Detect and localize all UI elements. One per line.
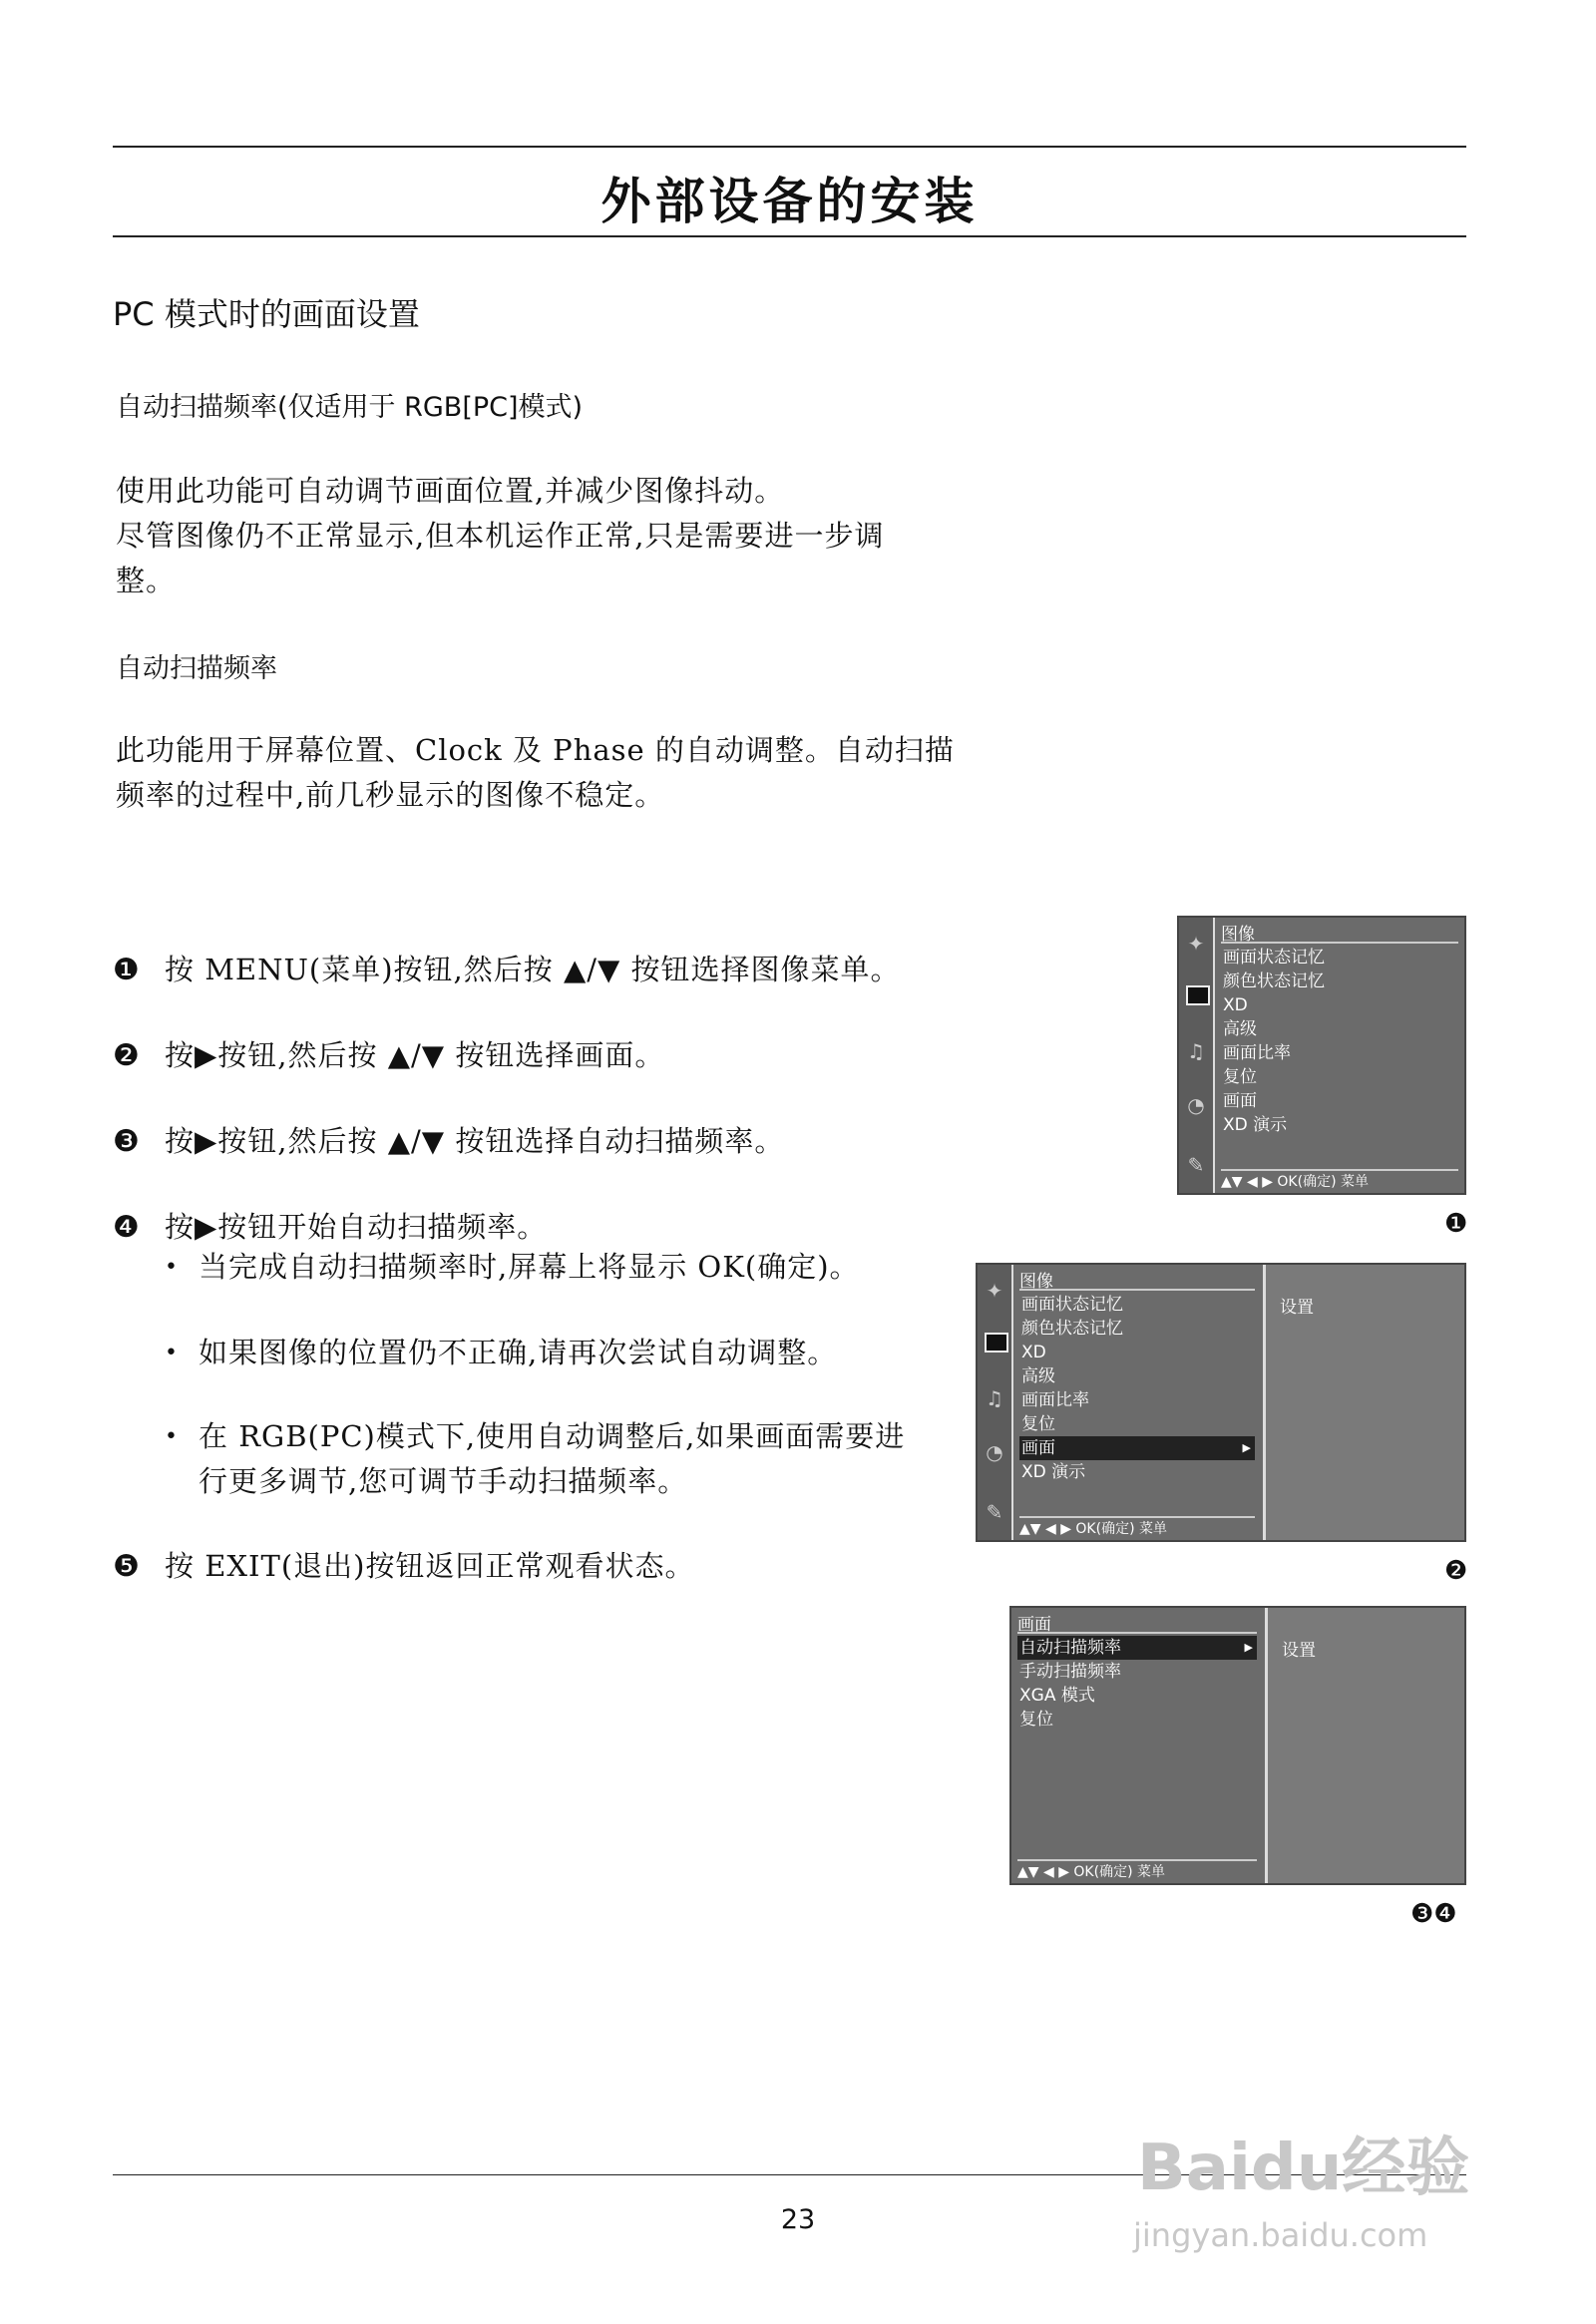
osd-menu-item: 颜色状态记忆 bbox=[1223, 971, 1325, 991]
step-4 bbox=[113, 1205, 547, 1246]
osd-menu-item: XD bbox=[1223, 995, 1248, 1015]
osd-menu-title: 图像 bbox=[1019, 1267, 1255, 1291]
osd-footer: ▲▼ ◀ ▶ OK(确定) 菜单 bbox=[1017, 1859, 1257, 1881]
osd-menu-item: 复位 bbox=[1021, 1414, 1055, 1434]
step-text: 按 MENU(菜单)按钮,然后按 ▲/▼ 按钮选择图像菜单。 bbox=[165, 953, 901, 986]
figure-marker: ❸❹ bbox=[1410, 1899, 1457, 1929]
paragraph-1-line: 尽管图像仍不正常显示,但本机运作正常,只是需要进一步调 bbox=[116, 519, 885, 553]
osd-menu bbox=[1011, 1608, 1263, 1883]
step-text: 按▶按钮,然后按 ▲/▼ 按钮选择自动扫描频率。 bbox=[165, 1124, 785, 1158]
step-3 bbox=[113, 1119, 784, 1160]
top-rule bbox=[113, 146, 1466, 148]
step-number: ❸ bbox=[113, 1124, 141, 1159]
wrench-icon: ✎ bbox=[1187, 1153, 1205, 1177]
osd-icon-rail bbox=[978, 1265, 1013, 1540]
osd-menu-item: 画面比率 bbox=[1021, 1390, 1089, 1410]
bullet-text: 如果图像的位置仍不正确,请再次尝试自动调整。 bbox=[199, 1336, 838, 1369]
speaker-icon: ♫ bbox=[1187, 1039, 1205, 1063]
osd-menu-item: 画面比率 bbox=[1223, 1043, 1291, 1063]
clock-icon: ◔ bbox=[1187, 1093, 1205, 1117]
osd-menu-item: 颜色状态记忆 bbox=[1021, 1319, 1123, 1339]
speaker-icon: ♫ bbox=[986, 1386, 1003, 1410]
step-number: ❶ bbox=[113, 953, 141, 987]
bullet-text: 在 RGB(PC)模式下,使用自动调整后,如果画面需要进 bbox=[199, 1419, 906, 1453]
osd-menu-title: 图像 bbox=[1221, 920, 1458, 944]
step-text: 按 EXIT(退出)按钮返回正常观看状态。 bbox=[165, 1549, 695, 1583]
osd-menu-list bbox=[1221, 946, 1458, 1137]
picture-icon bbox=[1186, 985, 1210, 1005]
osd-menu-item: XD bbox=[1021, 1343, 1046, 1362]
osd-menu-item: 画面 bbox=[1223, 1091, 1257, 1111]
osd-menu-item: 复位 bbox=[1019, 1710, 1053, 1730]
step-number: ❷ bbox=[113, 1038, 141, 1073]
osd-menu bbox=[1013, 1265, 1261, 1540]
picture-icon bbox=[985, 1333, 1008, 1353]
osd-menu-item: 画面状态记忆 bbox=[1021, 1295, 1123, 1315]
osd-screenshot-picture-submenu bbox=[976, 1263, 1466, 1542]
osd-submenu-panel bbox=[1265, 1608, 1464, 1883]
bullet-icon: • bbox=[165, 1424, 179, 1449]
paragraph-1-line: 使用此功能可自动调节画面位置,并减少图像抖动。 bbox=[116, 474, 785, 508]
subheading-auto-scan: 自动扫描频率 bbox=[116, 653, 277, 684]
subheading-auto-scan-rgb: 自动扫描频率(仅适用于 RGB[PC]模式) bbox=[116, 392, 584, 423]
osd-menu-title: 画面 bbox=[1017, 1610, 1257, 1634]
paragraph-2 bbox=[116, 728, 974, 818]
osd-footer: ▲▼ ◀ ▶ OK(确定) 菜单 bbox=[1019, 1516, 1255, 1538]
figure-marker: ❷ bbox=[1444, 1556, 1468, 1586]
title-underline bbox=[113, 235, 1466, 237]
osd-menu-item: XGA 模式 bbox=[1019, 1686, 1095, 1706]
osd-menu-item: XD 演示 bbox=[1223, 1115, 1288, 1135]
osd-menu-list bbox=[1019, 1293, 1255, 1484]
osd-menu bbox=[1215, 918, 1464, 1193]
osd-icon-rail bbox=[1179, 918, 1215, 1193]
step-number: ❹ bbox=[113, 1210, 141, 1245]
page-number: 23 bbox=[780, 2204, 816, 2235]
osd-submenu-label: 设置 bbox=[1282, 1641, 1316, 1661]
page-title: 外部设备的安装 bbox=[600, 173, 979, 230]
bullet-icon: • bbox=[165, 1255, 179, 1280]
clock-icon: ◔ bbox=[986, 1440, 1003, 1464]
osd-menu-item: XD 演示 bbox=[1021, 1462, 1086, 1482]
watermark-logo: Baidu经验 bbox=[1137, 2131, 1470, 2205]
bullet-item bbox=[165, 1331, 837, 1375]
step-2 bbox=[113, 1033, 664, 1074]
step-number: ❺ bbox=[113, 1549, 141, 1584]
watermark-url: jingyan.baidu.com bbox=[1133, 2216, 1428, 2254]
step-1 bbox=[113, 948, 901, 988]
osd-screenshot-screen-menu bbox=[1009, 1606, 1466, 1885]
bullet-text: 当完成自动扫描频率时,屏幕上将显示 OK(确定)。 bbox=[199, 1250, 860, 1284]
osd-menu-item-selected: 自动扫描频率 ▶ bbox=[1017, 1636, 1257, 1660]
osd-footer: ▲▼ ◀ ▶ OK(确定) 菜单 bbox=[1221, 1169, 1458, 1191]
satellite-icon: ✦ bbox=[986, 1279, 1003, 1303]
osd-menu-item: 高级 bbox=[1223, 1019, 1257, 1039]
paragraph-2-line: 此功能用于屏幕位置、Clock 及 Phase 的自动调整。自动扫描 bbox=[116, 733, 955, 767]
bullet-item bbox=[165, 1414, 905, 1504]
bullet-text: 行更多调节,您可调节手动扫描频率。 bbox=[199, 1464, 688, 1498]
osd-menu-item: 高级 bbox=[1021, 1366, 1055, 1386]
section-heading: PC 模式时的画面设置 bbox=[113, 295, 420, 333]
osd-screenshot-picture-menu bbox=[1177, 916, 1466, 1195]
wrench-icon: ✎ bbox=[986, 1500, 1003, 1524]
step-text: 按▶按钮,然后按 ▲/▼ 按钮选择画面。 bbox=[165, 1038, 665, 1072]
osd-menu-item: 手动扫描频率 bbox=[1019, 1662, 1121, 1682]
step-text: 按▶按钮开始自动扫描频率。 bbox=[165, 1210, 548, 1244]
bullet-icon: • bbox=[165, 1341, 179, 1365]
osd-submenu-label: 设置 bbox=[1280, 1298, 1314, 1318]
osd-menu-list bbox=[1017, 1636, 1257, 1732]
osd-submenu-panel bbox=[1263, 1265, 1464, 1540]
step-5 bbox=[113, 1544, 694, 1585]
osd-menu-item-selected: 画面 ▶ bbox=[1019, 1436, 1255, 1460]
bullet-item bbox=[165, 1245, 860, 1290]
osd-menu-item: 复位 bbox=[1223, 1067, 1257, 1087]
figure-marker: ❶ bbox=[1444, 1209, 1468, 1239]
paragraph-1-line: 整。 bbox=[116, 564, 177, 597]
paragraph-1 bbox=[116, 469, 974, 603]
satellite-icon: ✦ bbox=[1187, 932, 1205, 956]
paragraph-2-line: 频率的过程中,前几秒显示的图像不稳定。 bbox=[116, 778, 665, 812]
osd-menu-item: 画面状态记忆 bbox=[1223, 948, 1325, 968]
